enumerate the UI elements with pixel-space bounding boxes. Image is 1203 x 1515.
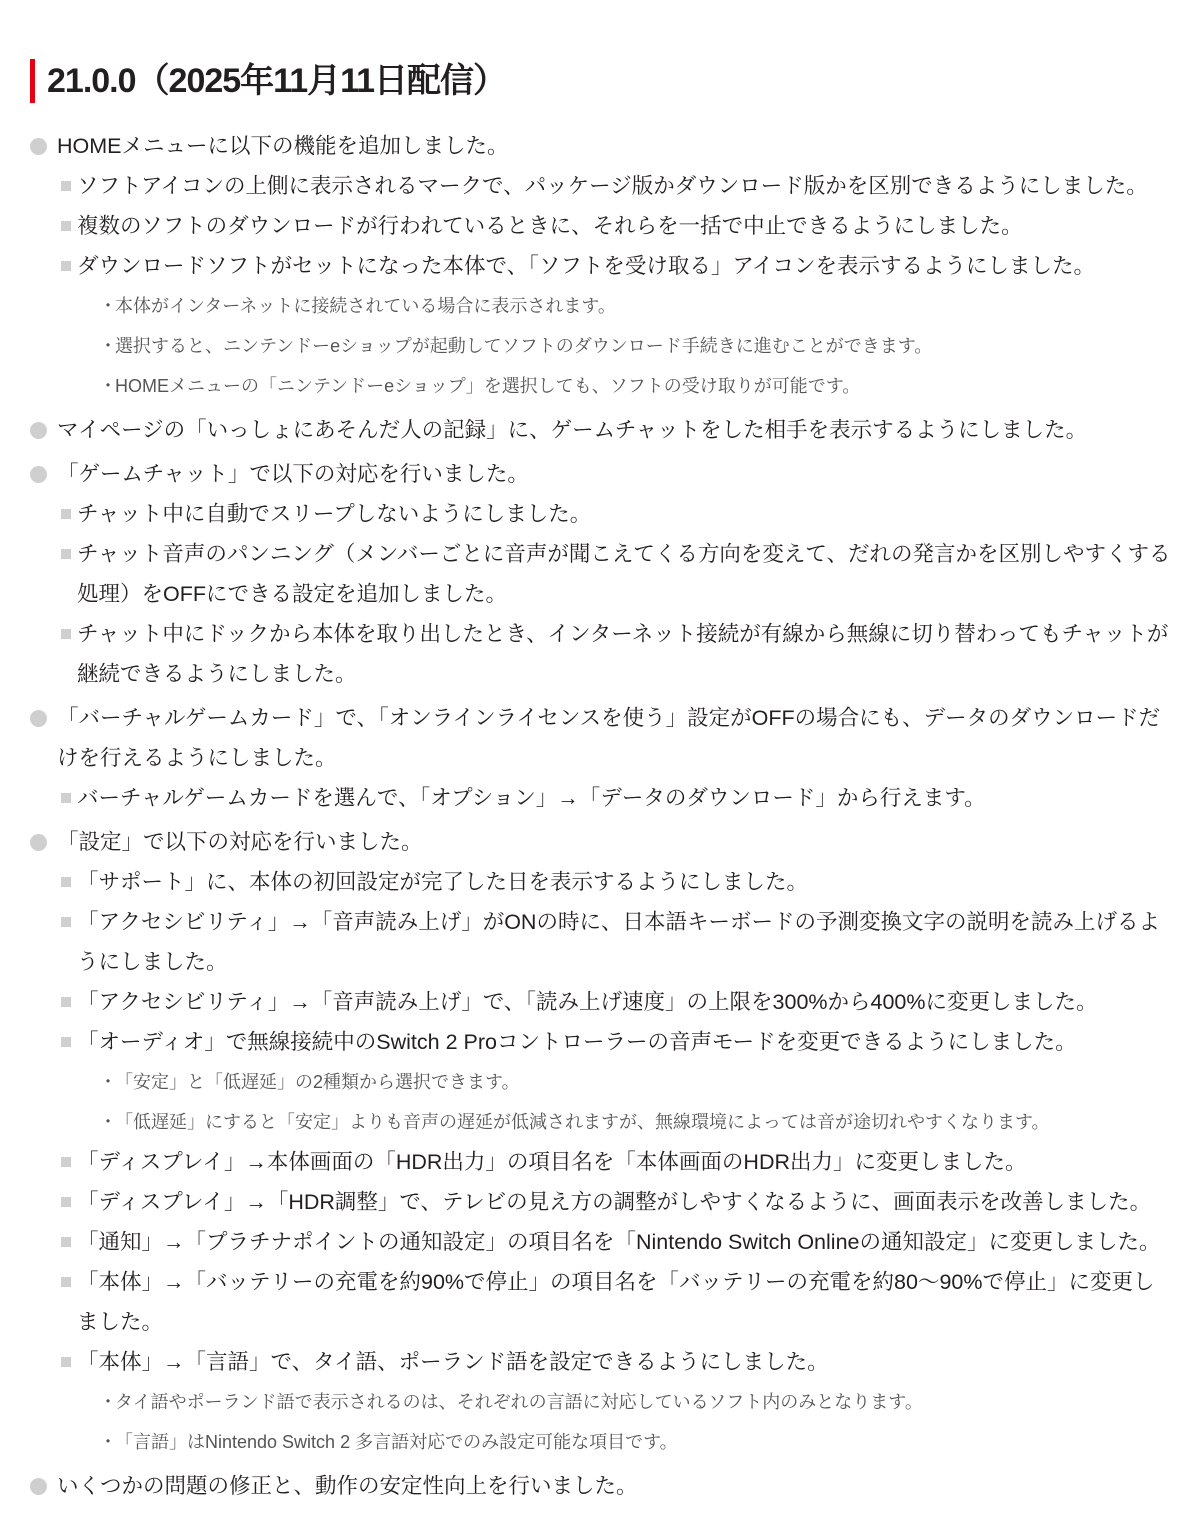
- sub-list-item: [57, 778, 1173, 818]
- note-list: [77, 1382, 1173, 1462]
- dot-bullet-icon: ・: [99, 1072, 117, 1092]
- sub-list: [57, 862, 1173, 1462]
- square-bullet-icon: [61, 181, 71, 191]
- circle-bullet-icon: [30, 138, 47, 155]
- circle-bullet-icon: [30, 466, 47, 483]
- list-item: [28, 454, 1173, 694]
- square-bullet-icon: [61, 997, 71, 1007]
- sub-list-item: [57, 1342, 1173, 1462]
- sub-list-item: [57, 534, 1173, 614]
- sub-list-item-text: 「通知」→「プラチナポイントの通知設定」の項目名を「Nintendo Switch Onlineの通知設定」に変更しました。: [77, 1230, 1161, 1254]
- note-item: [77, 366, 1173, 406]
- dot-bullet-icon: ・: [99, 1112, 117, 1132]
- sub-list-item: [57, 494, 1173, 534]
- list-item: [28, 1466, 1173, 1506]
- note-text: タイ語やポーランド語で表示されるのは、それぞれの言語に対応しているソフト内のみとなります。: [115, 1392, 923, 1412]
- list-item: [28, 698, 1173, 818]
- sub-list-item-text: チャット中にドックから本体を取り出したとき、インターネット接続が有線から無線に切り替わってもチャットが継続できるようにしました。: [77, 622, 1169, 686]
- note-item: [77, 1102, 1173, 1142]
- note-text: 「言語」はNintendo Switch 2 多言語対応でのみ設定可能な項目です。: [115, 1432, 678, 1452]
- square-bullet-icon: [61, 1157, 71, 1167]
- square-bullet-icon: [61, 549, 71, 559]
- square-bullet-icon: [61, 1237, 71, 1247]
- circle-bullet-icon: [30, 1478, 47, 1495]
- sub-list-item-text: 「ディスプレイ」→「HDR調整」で、テレビの見え方の調整がしやすくなるように、画面表示を改善しました。: [77, 1190, 1152, 1214]
- dot-bullet-icon: ・: [99, 336, 117, 356]
- square-bullet-icon: [61, 261, 71, 271]
- list-item: [28, 822, 1173, 1462]
- square-bullet-icon: [61, 1357, 71, 1367]
- sub-list-item-text: 「本体」→「言語」で、タイ語、ポーランド語を設定できるようにしました。: [77, 1350, 829, 1374]
- list-item-text: 「設定」で以下の対応を行いました。: [57, 830, 423, 854]
- sub-list-item-text: ソフトアイコンの上側に表示されるマークで、パッケージ版かダウンロード版かを区別できるようにしました。: [77, 174, 1148, 198]
- note-text: 本体がインターネットに接続されている場合に表示されます。: [115, 296, 616, 316]
- sub-list-item-text: 「アクセシビリティ」→「音声読み上げ」がONの時に、日本語キーボードの予測変換文字の説明を読み上げるようにしました。: [77, 910, 1160, 974]
- note-text: 選択すると、ニンテンドーeショップが起動してソフトのダウンロード手続きに進むことができます。: [115, 336, 933, 356]
- square-bullet-icon: [61, 1277, 71, 1287]
- sub-list-item-text: 「アクセシビリティ」→「音声読み上げ」で、「読み上げ速度」の上限を300%から400%に変更しました。: [77, 990, 1098, 1014]
- note-item: [77, 1382, 1173, 1422]
- square-bullet-icon: [61, 221, 71, 231]
- list-item-text: いくつかの問題の修正と、動作の安定性向上を行いました。: [57, 1474, 638, 1498]
- note-text: 「低遅延」にすると「安定」よりも音声の遅延が低減されますが、無線環境によっては音が途切れやすくなります。: [115, 1112, 1050, 1132]
- sub-list: [57, 778, 1173, 818]
- note-item: [77, 1062, 1173, 1102]
- dot-bullet-icon: ・: [99, 296, 117, 316]
- square-bullet-icon: [61, 877, 71, 887]
- list-item-text: HOMEメニューに以下の機能を追加しました。: [57, 134, 509, 158]
- list-item: [28, 126, 1173, 406]
- note-list: [77, 1062, 1173, 1142]
- sub-list-item: [57, 206, 1173, 246]
- sub-list-item-text: 「本体」→「バッテリーの充電を約90%で停止」の項目名を「バッテリーの充電を約80～90%で停止」に変更しました。: [77, 1270, 1155, 1334]
- list-item-text: 「ゲームチャット」で以下の対応を行いました。: [57, 462, 529, 486]
- square-bullet-icon: [61, 793, 71, 803]
- sub-list-item: [57, 1022, 1173, 1142]
- sub-list-item-text: ダウンロードソフトがセットになった本体で、「ソフトを受け取る」アイコンを表示するようにしました。: [77, 254, 1096, 278]
- dot-bullet-icon: ・: [99, 376, 117, 396]
- circle-bullet-icon: [30, 834, 47, 851]
- sub-list: [57, 494, 1173, 694]
- release-notes-list: [28, 126, 1173, 1506]
- square-bullet-icon: [61, 629, 71, 639]
- note-item: [77, 286, 1173, 326]
- square-bullet-icon: [61, 917, 71, 927]
- sub-list-item: [57, 1182, 1173, 1222]
- square-bullet-icon: [61, 1037, 71, 1047]
- note-list: [77, 286, 1173, 406]
- dot-bullet-icon: ・: [99, 1432, 117, 1452]
- circle-bullet-icon: [30, 422, 47, 439]
- sub-list-item: [57, 246, 1173, 406]
- sub-list-item-text: チャット音声のパンニング（メンバーごとに音声が聞こえてくる方向を変えて、だれの発言かを区別しやすくする処理）をOFFにできる設定を追加しました。: [77, 542, 1171, 606]
- sub-list-item: [57, 1142, 1173, 1182]
- sub-list-item: [57, 614, 1173, 694]
- sub-list: [57, 166, 1173, 406]
- square-bullet-icon: [61, 1197, 71, 1207]
- square-bullet-icon: [61, 509, 71, 519]
- sub-list-item: [57, 862, 1173, 902]
- sub-list-item-text: 「サポート」に、本体の初回設定が完了した日を表示するようにしました。: [77, 870, 809, 894]
- circle-bullet-icon: [30, 710, 47, 727]
- sub-list-item: [57, 902, 1173, 982]
- sub-list-item-text: 「ディスプレイ」→本体画面の「HDR出力」の項目名を「本体画面のHDR出力」に変更しました。: [77, 1150, 1027, 1174]
- list-item-text: マイページの「いっしょにあそんだ人の記録」に、ゲームチャットをした相手を表示するようにしました。: [57, 418, 1088, 442]
- sub-list-item: [57, 1262, 1173, 1342]
- sub-list-item: [57, 1222, 1173, 1262]
- dot-bullet-icon: ・: [99, 1392, 117, 1412]
- note-item: [77, 326, 1173, 366]
- list-item-text: 「バーチャルゲームカード」で、「オンラインライセンスを使う」設定がOFFの場合にも、データのダウンロードだけを行えるようにしました。: [57, 706, 1161, 770]
- sub-list-item-text: 「オーディオ」で無線接続中のSwitch 2 Proコントローラーの音声モードを変更できるようにしました。: [77, 1030, 1077, 1054]
- note-item: [77, 1422, 1173, 1462]
- sub-list-item: [57, 166, 1173, 206]
- sub-list-item-text: 複数のソフトのダウンロードが行われているときに、それらを一括で中止できるようにしました。: [77, 214, 1023, 238]
- list-item: [28, 410, 1173, 450]
- sub-list-item-text: チャット中に自動でスリープしないようにしました。: [77, 502, 592, 526]
- page-title: 21.0.0（2025年11月11日配信）: [30, 59, 506, 103]
- note-text: 「安定」と「低遅延」の2種類から選択できます。: [115, 1072, 520, 1092]
- note-text: HOMEメニューの「ニンテンドーeショップ」を選択しても、ソフトの受け取りが可能です。: [115, 376, 861, 396]
- sub-list-item: [57, 982, 1173, 1022]
- sub-list-item-text: バーチャルゲームカードを選んで、「オプション」→「データのダウンロード」から行えます。: [77, 786, 986, 810]
